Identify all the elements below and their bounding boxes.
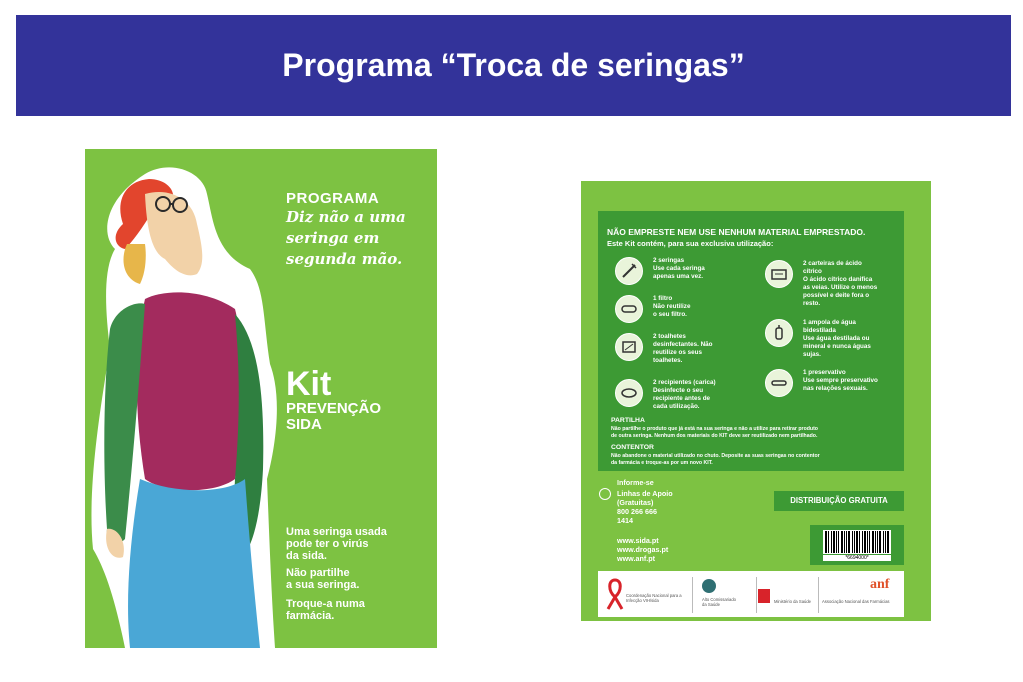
syringe-icon — [615, 257, 643, 285]
leaflet-subheading: Este Kit contém, para sua exclusiva utilização: — [607, 239, 774, 248]
tagline-line: Diz não a uma — [286, 208, 406, 226]
barcode-bar — [877, 531, 878, 553]
barcode-bar — [875, 531, 876, 553]
help-line: (Gratuitas) — [617, 498, 654, 507]
kit-item-line: o seu filtro. — [653, 311, 687, 318]
filter-icon — [615, 295, 643, 323]
title-banner — [16, 15, 1011, 116]
free-distribution-badge: DISTRIBUIÇÃO GRATUITA — [774, 491, 904, 511]
poster-prevencao — [286, 401, 381, 433]
kit-item-line: 2 toalhetes — [653, 333, 686, 340]
kit-item-line: cítrico — [803, 268, 822, 275]
barcode-bar — [844, 531, 845, 553]
kit-item-text — [653, 295, 763, 319]
poster-message — [286, 526, 387, 562]
anf-logo-text: Associação Nacional das Farmácias — [822, 599, 890, 604]
barcode-bar — [854, 531, 855, 553]
kit-item-line: 2 recipientes (carica) — [653, 379, 716, 386]
acs-line: da Saúde — [702, 602, 720, 607]
kit-item-line: Não reutilize — [653, 303, 691, 310]
tagline-line: segunda mão. — [286, 250, 403, 268]
slide-title: Programa “Troca de seringas” — [282, 47, 745, 83]
partilha-title: PARTILHA — [611, 417, 645, 424]
kit-item-line: bidestilada — [803, 327, 836, 334]
barcode-bar — [872, 531, 874, 553]
barcode-bar — [825, 531, 827, 553]
cnslcs-logo-text — [626, 593, 682, 603]
barcode — [823, 530, 891, 554]
kit-item-line: sujas. — [803, 351, 821, 358]
barcode-bar — [867, 531, 868, 553]
barcode-bar — [887, 531, 889, 553]
kit-item-line: toalhetes. — [653, 357, 683, 364]
acs-logo-text — [702, 597, 736, 607]
informe-label: Informe-se — [617, 478, 654, 487]
message-line: farmácia. — [286, 610, 335, 622]
wipe-icon — [615, 333, 643, 361]
kit-item-line: 2 seringas — [653, 257, 685, 264]
logo-divider — [756, 577, 757, 613]
leaflet-heading: NÃO EMPRESTE NEM USE NENHUM MATERIAL EMPRESTADO. — [607, 227, 866, 237]
contentor-line: Não abandone o material utilizado no chuto. Deposite as suas seringas no contentor — [611, 453, 820, 459]
kit-item-text — [653, 257, 763, 281]
poster-kit: Kit — [286, 365, 332, 403]
cnslcs-line: Infecção VIH/sida — [626, 598, 659, 603]
websites — [617, 536, 668, 563]
condom-icon — [765, 369, 793, 397]
barcode-bar — [883, 531, 884, 553]
kit-item-text — [653, 379, 763, 411]
kit-item-line: Use cada seringa — [653, 265, 705, 272]
barcode-bar — [864, 531, 866, 553]
poster-message — [286, 567, 359, 591]
barcode-bar — [836, 531, 837, 553]
cup-icon — [615, 379, 643, 407]
barcode-bar — [838, 531, 839, 553]
barcode-bar — [841, 531, 843, 553]
kit-poster — [85, 149, 437, 648]
kit-item-line: desinfectantes. Não — [653, 341, 713, 348]
help-line: Linhas de Apoio — [617, 489, 673, 498]
barcode-bar — [848, 531, 850, 553]
ministerio-crest-icon — [758, 589, 770, 603]
barcode-bar — [859, 531, 860, 553]
cnslcs-line: Coordenação Nacional para a — [626, 593, 682, 598]
barcode-bar — [856, 531, 858, 553]
citric-acid-icon — [765, 260, 793, 288]
ampoule-icon — [765, 319, 793, 347]
message-line: Uma seringa usada — [286, 526, 387, 538]
poster-message — [286, 598, 365, 622]
help-line: 1414 — [617, 516, 633, 525]
partilha-line: Não partilhe o produto que já está na sua seringa e não a utilize para retirar produto — [611, 426, 818, 432]
poster-tagline — [286, 207, 406, 270]
message-line: Não partilhe — [286, 567, 350, 579]
phone-icon — [599, 488, 611, 500]
barcode-bar — [862, 531, 863, 553]
kit-item-line: Use água destilada ou — [803, 335, 870, 342]
kit-item-line: apenas uma vez. — [653, 273, 704, 280]
website-link: www.sida.pt — [617, 536, 659, 545]
partner-logos — [598, 571, 904, 617]
barcode-bar — [831, 531, 832, 553]
acs-line: Alto Comissariado — [702, 597, 736, 602]
tagline-line: seringa em — [286, 229, 380, 247]
kit-item-line: nas relações sexuais. — [803, 385, 868, 392]
kit-item-text — [653, 333, 763, 365]
anf-logo-mark: anf — [870, 577, 890, 592]
barcode-bar — [869, 531, 870, 553]
logo-divider — [692, 577, 693, 613]
message-line: Troque-a numa — [286, 598, 365, 610]
help-lines — [617, 489, 673, 525]
kit-item-line: Desinfecte o seu — [653, 387, 704, 394]
barcode-bar — [885, 531, 886, 553]
kit-item-text — [803, 369, 913, 393]
kit-item-line: as veias. Utilize o menos — [803, 284, 878, 291]
kit-item-line: 1 filtro — [653, 295, 673, 302]
kit-item-line: 1 ampola de água — [803, 319, 856, 326]
partilha-line: de outra seringa. Nenhum dos materiais do KIT deve ser reutilizado nem partilhado. — [611, 433, 818, 439]
contentor-text — [611, 453, 903, 467]
red-ribbon-logo — [604, 577, 626, 611]
kit-item-line: O ácido cítrico danifica — [803, 276, 873, 283]
partilha-text — [611, 426, 903, 440]
kit-item-line: cada utilização. — [653, 403, 700, 410]
kit-item-line: reutilize os seus — [653, 349, 702, 356]
kit-item-line: Use sempre preservativo — [803, 377, 878, 384]
message-line: a sua seringa. — [286, 579, 360, 591]
message-line: da sida. — [286, 550, 327, 562]
barcode-bar — [833, 531, 835, 553]
kit-item-line: mineral e nunca águas — [803, 343, 871, 350]
kit-item-line: possível e deite fora o — [803, 292, 870, 299]
barcode-box — [810, 525, 904, 565]
barcode-bar — [879, 531, 881, 553]
barcode-bar — [828, 531, 829, 553]
kit-item-text — [803, 319, 913, 359]
message-line: pode ter o virús — [286, 538, 369, 550]
barcode-bar — [852, 531, 853, 553]
barcode-stripes — [823, 530, 891, 554]
contentor-line: da farmácia e troque-as por um novo KIT. — [611, 460, 713, 466]
help-line: 800 266 666 — [617, 507, 657, 516]
website-link: www.anf.pt — [617, 554, 656, 563]
ministerio-logo-text: Ministério da Saúde — [774, 599, 812, 604]
prevencao-line: PREVENÇÃO — [286, 400, 382, 417]
logo-divider — [818, 577, 819, 613]
poster-programa: PROGRAMA — [286, 190, 380, 207]
prevencao-line: SIDA — [286, 416, 322, 433]
kit-item-text — [803, 260, 913, 308]
website-link: www.drogas.pt — [617, 545, 669, 554]
kit-item-line: recipiente antes de — [653, 395, 711, 402]
kit-item-line: 2 carteiras de ácido — [803, 260, 862, 267]
kit-item-line: 1 preservativo — [803, 369, 846, 376]
contentor-title: CONTENTOR — [611, 444, 654, 451]
acs-logo-mark — [702, 579, 716, 593]
barcode-bar — [846, 531, 847, 553]
kit-leaflet — [581, 181, 931, 621]
kit-item-line: resto. — [803, 300, 821, 307]
barcode-number: *6694000* — [823, 555, 891, 561]
